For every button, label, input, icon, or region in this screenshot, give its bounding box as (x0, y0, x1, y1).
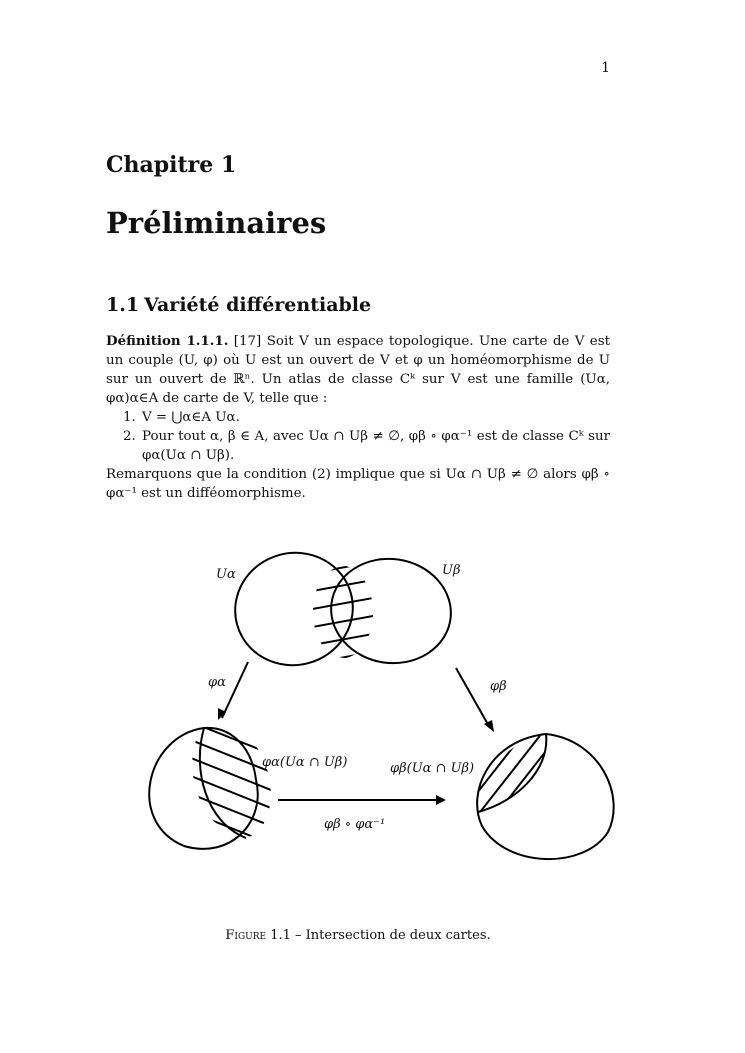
definition-text: Soit V un espace topologique. Une carte de V est un couple (U, φ) où U est un ouvert de V et φ un homéomorphisme de U sur un ouvert de ℝⁿ. Un atlas de classe Cᵏ sur V est une famille (Uα, φα)α∈A de carte de V, telle que : (106, 334, 610, 406)
list-item: 2. Pour tout α, β ∈ A, avec Uα ∩ Uβ ≠ ∅, φβ ∘ φα⁻¹ est de classe Cᵏ sur φα(Uα ∩ Uβ). (140, 427, 610, 465)
section-number: 1.1 (106, 294, 140, 316)
chapter-heading: Chapitre 1 (106, 152, 237, 178)
arrow-phi-beta (456, 668, 490, 728)
right-hatch (430, 728, 582, 830)
label-image-alpha: φα(Uα ∩ Uβ) (262, 755, 348, 770)
caption-label: Figure 1.1 (225, 928, 291, 943)
label-u-alpha: Uα (216, 567, 236, 582)
definition-ref: [17] (233, 334, 262, 349)
label-u-beta: Uβ (442, 563, 461, 578)
caption-text: Intersection de deux cartes. (305, 928, 491, 943)
arrowhead-transition (436, 795, 446, 805)
label-phi-alpha: φα (208, 675, 226, 690)
definition-paragraph (106, 332, 610, 408)
page-number: 1 (601, 60, 610, 76)
figure-intersection-cartes (106, 540, 636, 880)
figure-caption: Figure 1.1 – Intersection de deux cartes. (225, 928, 491, 943)
remark-paragraph: Remarquons que la condition (2) implique que si Uα ∩ Uβ ≠ ∅ alors φβ ∘ φα⁻¹ est un difféomorphisme. (106, 467, 610, 501)
u-beta-set (324, 551, 457, 671)
figure-diagram (106, 540, 636, 880)
label-image-beta: φβ(Uα ∩ Uβ) (390, 761, 475, 776)
definition-block (106, 332, 610, 503)
section-heading (106, 294, 371, 316)
chapter-title: Préliminaires (106, 206, 327, 240)
section-title: Variété différentiable (144, 294, 372, 316)
label-phi-beta: φβ (490, 679, 507, 694)
definition-label: Définition 1.1.1. (106, 333, 229, 349)
label-transition: φβ ∘ φα⁻¹ (324, 817, 386, 832)
arrow-phi-alpha (222, 662, 248, 718)
list-item: 1. V = ⋃α∈A Uα. (140, 408, 610, 427)
definition-list (106, 408, 610, 465)
